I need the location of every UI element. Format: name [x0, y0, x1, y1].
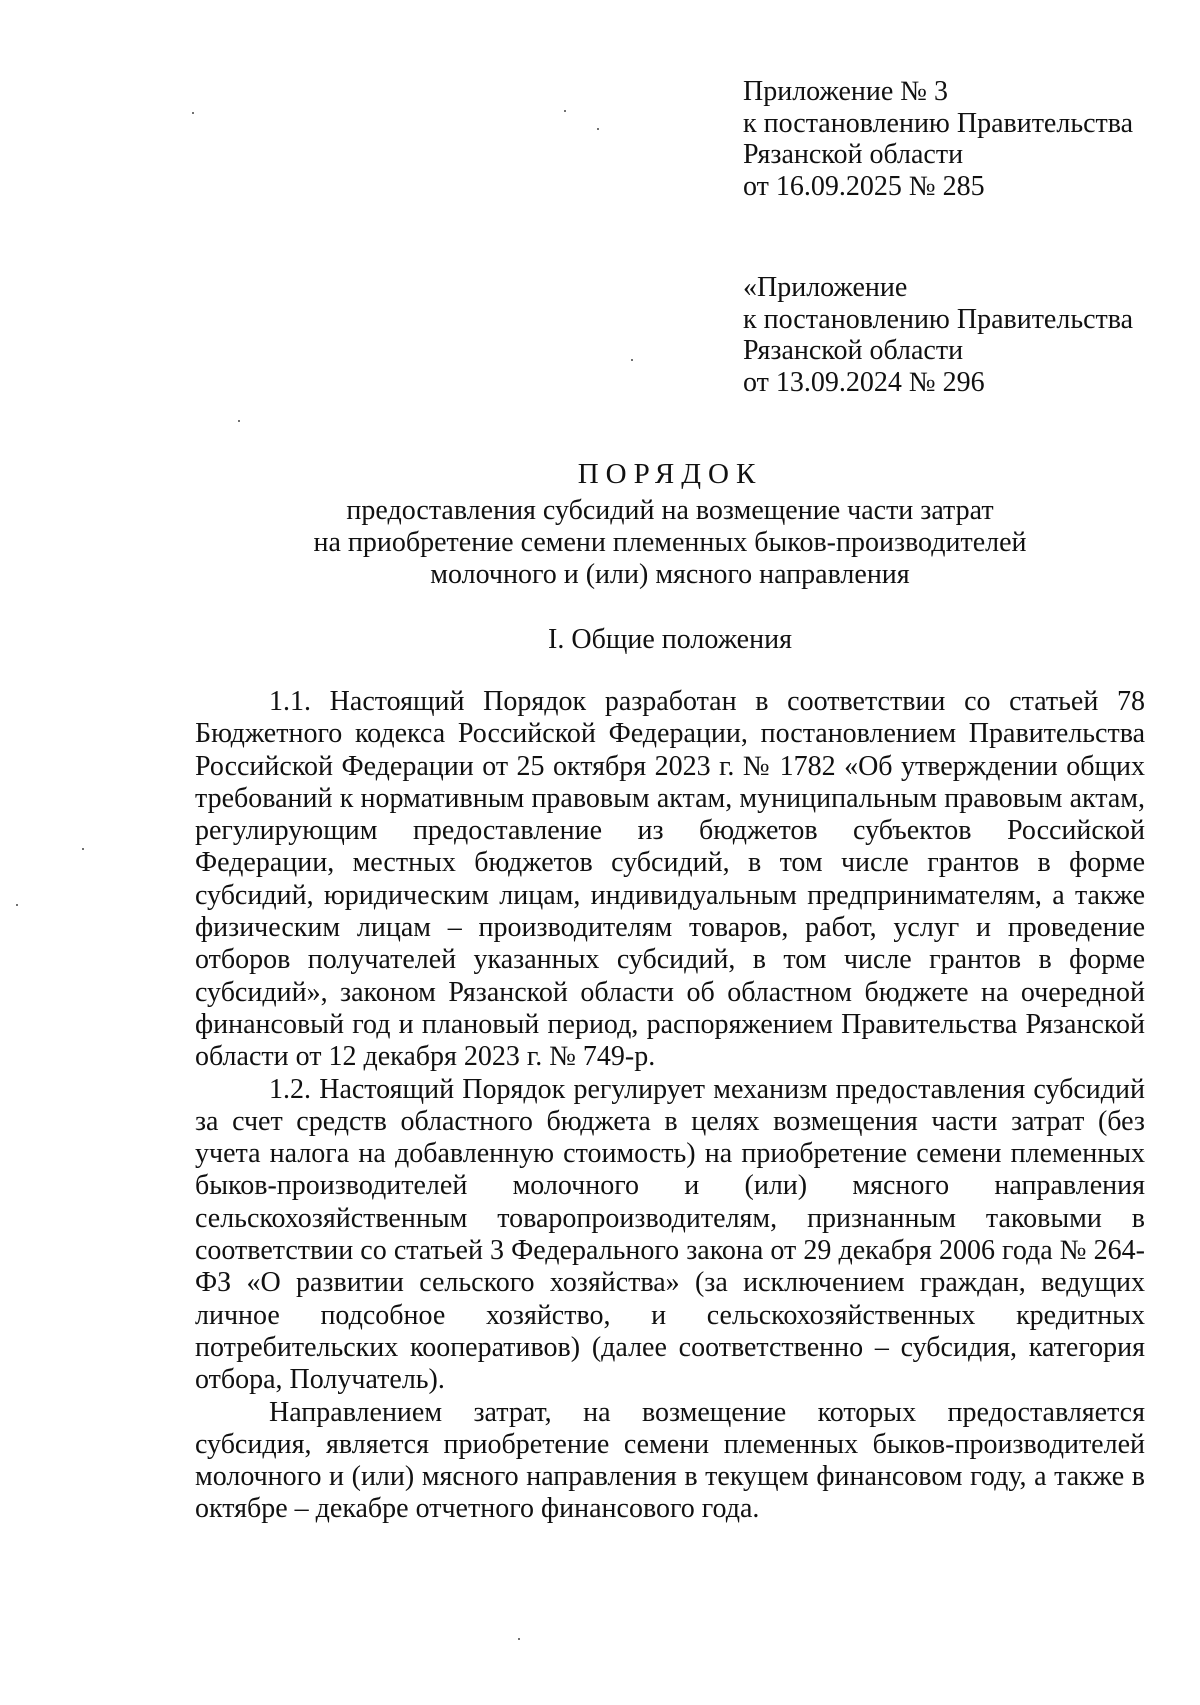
- appendix-previous-line-4: от 13.09.2024 № 296: [743, 366, 985, 398]
- document-subtitle: [195, 495, 1145, 591]
- subtitle-line-3: молочного и (или) мясного направления: [430, 559, 910, 590]
- appendix-previous-line-3: Рязанской области: [743, 335, 964, 366]
- paragraph-1-2: 1.2. Настоящий Порядок регулирует механизм предоставления субсидий за счет средств областного бюджета в целях возмещения части затрат (без учета налога на добавленную стоимость) на приобретение семени племенных быков-производителей молочного и (или) мясного направления сельскохозяйственным товаропроизводителям, признанным таковыми в соответствии со статьей 3 Федерального закона от 29 декабря 2006 года № 264-ФЗ «О развитии сельского хозяйства» (за исключением граждан, ведущих личное подсобное хозяйство, и сельскохозяйственных кредитных потребительских кооперативов) (далее соответственно – субсидия, категория отбора, Получатель).: [195, 1073, 1145, 1396]
- appendix-current-line-3: Рязанской области: [743, 139, 964, 170]
- paragraph-1-2-continuation: Направлением затрат, на возмещение которых предоставляется субсидия, является приобретение семени племенных быков-производителей молочного и (или) мясного направления в текущем финансовом году, а также в октябре – декабре отчетного финансового года.: [195, 1396, 1145, 1525]
- appendix-current-line-4: от 16.09.2025 № 285: [743, 170, 985, 202]
- subtitle-line-2: на приобретение семени племенных быков-производителей: [313, 527, 1027, 558]
- appendix-previous-line-2: к постановлению Правительства: [743, 303, 1134, 335]
- paragraph-1-1: 1.1. Настоящий Порядок разработан в соответствии со статьей 78 Бюджетного кодекса Российской Федерации, постановлением Правительства Российской Федерации от 25 октября 2023 г. № 1782 «Об утверждении общих требований к нормативным правовым актам, муниципальным правовым актам, регулирующим предоставление из бюджетов субъектов Российской Федерации, местных бюджетов субсидий, в том числе грантов в форме субсидий, юридическим лицам, индивидуальным предпринимателям, а также физическим лицам – производителям товаров, работ, услуг и проведение отборов получателей указанных субсидий, в том числе грантов в форме субсидий», законом Рязанской области об областном бюджете на очередной финансовый год и плановый период, распоряжением Правительства Рязанской области от 12 декабря 2023 г. № 749-р.: [195, 686, 1145, 1073]
- subtitle-line-1: предоставления субсидий на возмещение части затрат: [346, 495, 994, 526]
- document-title: ПОРЯДОК: [577, 458, 763, 490]
- appendix-current-line-2: к постановлению Правительства: [743, 107, 1134, 139]
- appendix-current-line-1: Приложение № 3: [743, 76, 948, 107]
- appendix-previous-line-1: «Приложение: [743, 272, 908, 303]
- section-heading: I. Общие положения: [548, 624, 792, 655]
- appendix-current-header: [743, 76, 1133, 202]
- document-body: [195, 686, 1145, 1526]
- appendix-previous-header: [743, 272, 1133, 398]
